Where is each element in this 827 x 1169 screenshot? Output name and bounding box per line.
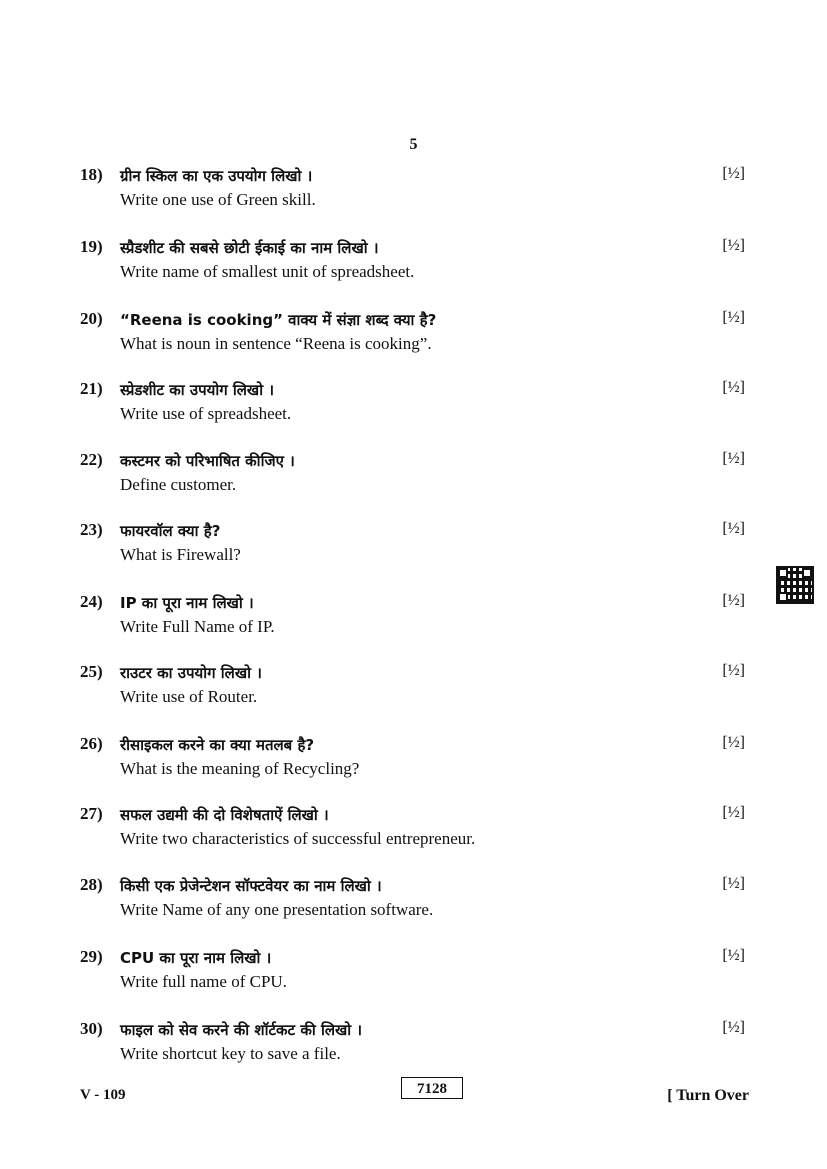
question-marks: [½]	[722, 237, 745, 254]
question-number: 20)	[80, 309, 103, 328]
question-item	[80, 450, 750, 500]
question-number: 23)	[80, 520, 103, 539]
question-item	[80, 734, 750, 784]
paper-number-box: 7128	[401, 1077, 463, 1099]
question-english: What is Firewall?	[120, 545, 241, 564]
question-hindi: IP का पूरा नाम लिखो ।	[120, 594, 254, 612]
question-number: 29)	[80, 947, 103, 966]
question-item	[80, 379, 750, 429]
question-hindi: रीसाइकल करने का क्या मतलब है?	[120, 736, 315, 754]
question-number: 18)	[80, 165, 103, 184]
question-english: Write Name of any one presentation software.	[120, 900, 434, 919]
question-marks: [½]	[722, 875, 745, 892]
question-marks: [½]	[722, 165, 745, 182]
question-english: Write name of smallest unit of spreadsheet.	[120, 262, 415, 281]
question-hindi: ग्रीन स्किल का एक उपयोग लिखो ।	[120, 167, 313, 185]
question-hindi: राउटर का उपयोग लिखो ।	[120, 664, 262, 682]
qr-code-icon	[776, 566, 814, 604]
question-english: Write two characteristics of successful entrepreneur.	[120, 829, 476, 848]
turn-over-label: [ Turn Over	[667, 1087, 749, 1104]
question-marks: [½]	[722, 1019, 745, 1036]
question-number: 21)	[80, 379, 103, 398]
question-hindi: “Reena is cooking” वाक्य में संज्ञा शब्द क्या है?	[120, 311, 437, 329]
question-item	[80, 947, 750, 997]
question-item	[80, 237, 750, 287]
paper-code: V - 109	[80, 1087, 126, 1103]
question-hindi: सफल उद्यमी की दो विशेषताऐं लिखो ।	[120, 806, 329, 824]
question-english: Define customer.	[120, 475, 237, 494]
question-number: 26)	[80, 734, 103, 753]
question-hindi: फायरवॉल क्या है?	[120, 522, 221, 540]
question-english: What is the meaning of Recycling?	[120, 759, 360, 778]
question-item	[80, 592, 750, 642]
question-item	[80, 309, 750, 359]
question-hindi: CPU का पूरा नाम लिखो ।	[120, 949, 272, 967]
question-item	[80, 1019, 750, 1069]
question-number: 27)	[80, 804, 103, 823]
page-number: 5	[409, 136, 418, 153]
question-marks: [½]	[722, 450, 745, 467]
question-marks: [½]	[722, 309, 745, 326]
question-marks: [½]	[722, 379, 745, 396]
question-marks: [½]	[722, 520, 745, 537]
question-number: 25)	[80, 662, 103, 681]
question-hindi: स्प्रैडशीट की सबसे छोटी ईकाई का नाम लिखो ।	[120, 239, 379, 257]
question-marks: [½]	[722, 804, 745, 821]
question-hindi: स्प्रेडशीट का उपयोग लिखो ।	[120, 381, 274, 399]
question-english: Write shortcut key to save a file.	[120, 1044, 341, 1063]
question-english: Write use of spreadsheet.	[120, 404, 292, 423]
question-item	[80, 662, 750, 712]
question-number: 28)	[80, 875, 103, 894]
question-english: What is noun in sentence “Reena is cooking”.	[120, 334, 432, 353]
question-english: Write use of Router.	[120, 687, 258, 706]
question-number: 30)	[80, 1019, 103, 1038]
question-item	[80, 875, 750, 925]
question-item	[80, 804, 750, 854]
question-number: 22)	[80, 450, 103, 469]
question-hindi: कस्टमर को परिभाषित कीजिए ।	[120, 452, 295, 470]
question-item	[80, 520, 750, 570]
question-hindi: फाइल को सेव करने की शॉर्टकट की लिखो ।	[120, 1021, 363, 1039]
question-english: Write one use of Green skill.	[120, 190, 316, 209]
question-english: Write full name of CPU.	[120, 972, 287, 991]
question-marks: [½]	[722, 947, 745, 964]
question-marks: [½]	[722, 662, 745, 679]
question-hindi: किसी एक प्रेजेन्टेशन सॉफ्टवेयर का नाम लिखो ।	[120, 877, 382, 895]
question-english: Write Full Name of IP.	[120, 617, 275, 636]
question-marks: [½]	[722, 734, 745, 751]
question-marks: [½]	[722, 592, 745, 609]
question-number: 24)	[80, 592, 103, 611]
question-item	[80, 165, 750, 215]
question-number: 19)	[80, 237, 103, 256]
